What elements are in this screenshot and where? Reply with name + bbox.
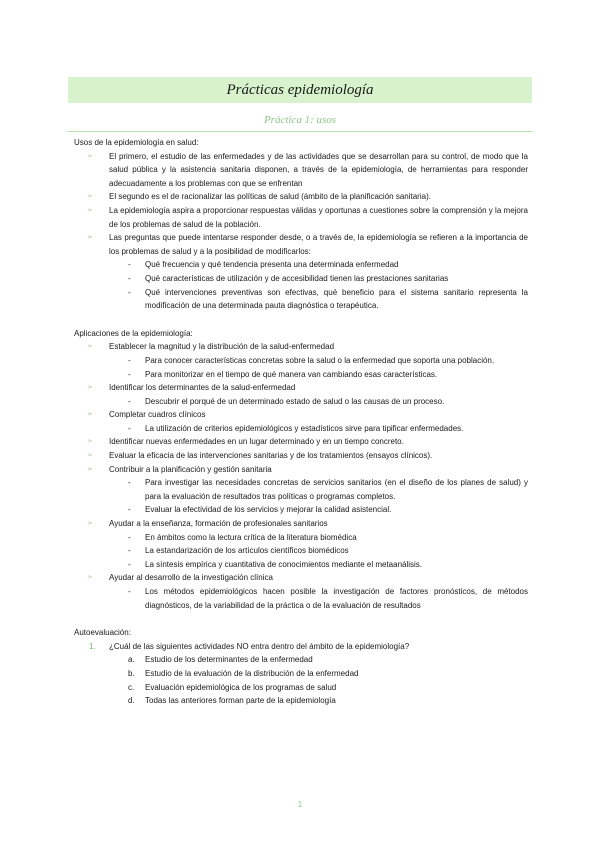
list-item-text: Contribuir a la planificación y gestión sanitaria bbox=[109, 464, 272, 474]
answer-option bbox=[74, 667, 528, 681]
list-item-text: Las preguntas que puede intentarse responder desde, o a través de, la epidemiología se refieren a la importancia de los problemas de salud y a la posibilidad de modificarlos: bbox=[109, 233, 528, 256]
sub-list-item-text: La estandarización de los artículos científicos biomédicos bbox=[145, 546, 349, 556]
self-evaluation bbox=[74, 626, 528, 708]
document-body bbox=[74, 136, 528, 708]
section bbox=[74, 136, 528, 313]
list-item bbox=[74, 463, 528, 477]
arrow-bullet-icon: ➢ bbox=[87, 234, 93, 242]
option-letter: c. bbox=[128, 682, 135, 692]
sub-list-item-text: Qué frecuencia y qué tendencia presenta una determinada enfermedad bbox=[145, 260, 399, 270]
sub-list-item bbox=[74, 422, 528, 436]
arrow-bullet-icon: ➢ bbox=[87, 343, 93, 351]
option-letter: d. bbox=[128, 696, 135, 706]
option-letter: a. bbox=[128, 655, 135, 665]
sub-list-item-text: Para monitorizar en el tiempo de qué manera van cambiando esas características. bbox=[145, 369, 438, 379]
subtitle-divider bbox=[68, 131, 532, 132]
dash-bullet-icon: - bbox=[128, 273, 131, 283]
list-item-text: Completar cuadros clínicos bbox=[109, 410, 206, 420]
sections bbox=[74, 136, 528, 612]
question-text: ¿Cuál de las siguientes actividades NO entra dentro del ámbito de la epidemiología? bbox=[109, 641, 410, 651]
answer-option bbox=[74, 653, 528, 667]
answer-option bbox=[74, 694, 528, 708]
option-text: Estudio de la evaluación de la distribución de la enfermedad bbox=[145, 668, 359, 678]
list-item-text: Identificar nuevas enfermedades en un lugar determinado y en un tiempo concreto. bbox=[109, 437, 404, 447]
option-text: Todas las anteriores forman parte de la epidemiología bbox=[145, 696, 336, 706]
sub-list-item-text: En ámbitos como la lectura crítica de la literatura biomédica bbox=[145, 532, 357, 542]
sub-list-item bbox=[74, 544, 528, 558]
list-item bbox=[74, 340, 528, 354]
list-item bbox=[74, 517, 528, 531]
arrow-bullet-icon: ➢ bbox=[87, 465, 93, 473]
arrow-bullet-icon: ➢ bbox=[87, 206, 93, 214]
option-text: Evaluación epidemiológica de los programas de salud bbox=[145, 682, 337, 692]
question-item bbox=[74, 640, 528, 654]
list-item bbox=[74, 150, 528, 191]
page-title-bar bbox=[68, 77, 532, 103]
option-letter: b. bbox=[128, 668, 135, 678]
list-item bbox=[74, 190, 528, 204]
list-item-text: Evaluar la eficacia de las intervenciones sanitarias y de los tratamientos (ensayos clínicos). bbox=[109, 451, 433, 461]
sub-list-item bbox=[74, 354, 528, 368]
sub-list-item-text: Evaluar la efectividad de los servicios y mejorar la calidad asistencial. bbox=[145, 505, 392, 515]
list-item bbox=[74, 435, 528, 449]
sub-list-item bbox=[74, 272, 528, 286]
section-gap bbox=[74, 612, 528, 626]
list-item bbox=[74, 449, 528, 463]
list-item-text: Ayudar al desarrollo de la investigación clínica bbox=[109, 573, 273, 583]
dash-bullet-icon: - bbox=[128, 478, 131, 488]
dash-bullet-icon: - bbox=[128, 355, 131, 365]
list-item-text: El primero, el estudio de las enfermedades y de las actividades que se desarrollan para su control, de modo que la salud pública y la asistencia sanitaria disponen, a través de la epidemiología, de herramientas para responder adecuadamente a los problemas con que se enfrentan bbox=[109, 151, 528, 188]
section-heading: Aplicaciones de la epidemiología: bbox=[74, 328, 193, 338]
list-item-text: El segundo es el de racionalizar las políticas de salud (ámbito de la planificación sanitaria). bbox=[109, 192, 431, 202]
sub-list-item-text: La síntesis empírica y cuantitativa de conocimientos mediante el metaanálisis. bbox=[145, 559, 423, 569]
sub-list-item-text: La utilización de criterios epidemiológicos y estadísticos sirve para tipificar enfermedades. bbox=[145, 423, 464, 433]
page-subtitle: Práctica 1: usos bbox=[263, 114, 337, 126]
sub-list-item-text: Descubrir el porqué de un determinado estado de salud o las causas de un proceso. bbox=[145, 396, 445, 406]
arrow-bullet-icon: ➢ bbox=[87, 452, 93, 460]
list-item bbox=[74, 231, 528, 258]
dash-bullet-icon: - bbox=[128, 587, 131, 596]
dash-bullet-icon: - bbox=[128, 505, 131, 515]
sub-list-item-text: Qué intervenciones preventivas son efectivas, qué beneficio para el sistema sanitario representa la modificación de una determinada pauta diagnóstica o terapéutica. bbox=[145, 287, 528, 311]
dash-bullet-icon: - bbox=[128, 287, 131, 297]
page-title: Prácticas epidemiología bbox=[226, 82, 374, 98]
sub-list-item bbox=[74, 585, 528, 612]
list-item bbox=[74, 408, 528, 422]
dash-bullet-icon: - bbox=[128, 396, 131, 406]
answer-option bbox=[74, 681, 528, 695]
dash-bullet-icon: - bbox=[128, 559, 131, 569]
sub-list-item-text: Para investigar las necesidades concretas de servicios sanitarios (en el diseño de los planes de salud) y para la evaluación de resultados tras políticas o programas completos. bbox=[145, 478, 528, 501]
sub-list-item bbox=[74, 476, 528, 503]
list-item-text: La epidemiología aspira a proporcionar respuestas válidas y oportunas a cuestiones sobre la comprensión y la mejora de los problemas de salud de la población. bbox=[109, 205, 528, 229]
page-number: 1 bbox=[297, 800, 303, 809]
sub-list-item bbox=[74, 258, 528, 272]
list-item bbox=[74, 204, 528, 231]
list-item bbox=[74, 571, 528, 585]
section-heading: Usos de la epidemiología en salud: bbox=[74, 138, 199, 147]
arrow-bullet-icon: ➢ bbox=[87, 438, 93, 446]
dash-bullet-icon: - bbox=[128, 260, 131, 270]
dash-bullet-icon: - bbox=[128, 532, 131, 542]
arrow-bullet-icon: ➢ bbox=[87, 411, 93, 419]
list-item bbox=[74, 381, 528, 395]
arrow-bullet-icon: ➢ bbox=[87, 574, 93, 582]
dash-bullet-icon: - bbox=[128, 369, 131, 379]
sub-list-item bbox=[74, 368, 528, 382]
sub-list-item bbox=[74, 395, 528, 409]
list-item-text: Establecer la magnitud y la distribución de la salud-enfermedad bbox=[109, 342, 335, 352]
arrow-bullet-icon: ➢ bbox=[87, 193, 93, 201]
sub-list-item bbox=[74, 503, 528, 517]
sub-list-item-text: Para conocer características concretas sobre la salud o la enfermedad que soporta una población. bbox=[145, 355, 495, 365]
sub-list-item-text: Los métodos epidemiológicos hacen posible la investigación de factores pronósticos, de métodos diagnósticos, de la variabilidad de la práctica o de la evaluación de resultados bbox=[145, 587, 528, 610]
section bbox=[74, 313, 528, 612]
question-list bbox=[74, 640, 528, 708]
list-item-text: Identificar los determinantes de la salud-enfermedad bbox=[109, 383, 296, 393]
list-item-text: Ayudar a la enseñanza, formación de profesionales sanitarios bbox=[109, 519, 328, 529]
arrow-bullet-icon: ➢ bbox=[87, 152, 93, 160]
question-number: 1. bbox=[89, 641, 96, 651]
arrow-bullet-icon: ➢ bbox=[87, 384, 93, 392]
section-gap bbox=[74, 313, 528, 327]
sub-list-item bbox=[74, 531, 528, 545]
sub-list-item-text: Qué características de utilización y de accesibilidad tienen las prestaciones sanitarias bbox=[145, 273, 449, 283]
dash-bullet-icon: - bbox=[128, 423, 131, 433]
arrow-bullet-icon: ➢ bbox=[87, 520, 93, 528]
sub-list-item bbox=[74, 558, 528, 572]
option-text: Estudio de los determinantes de la enfermedad bbox=[145, 655, 313, 665]
self-evaluation-heading: Autoevaluación: bbox=[74, 628, 131, 638]
dash-bullet-icon: - bbox=[128, 546, 131, 556]
sub-list-item bbox=[74, 286, 528, 313]
